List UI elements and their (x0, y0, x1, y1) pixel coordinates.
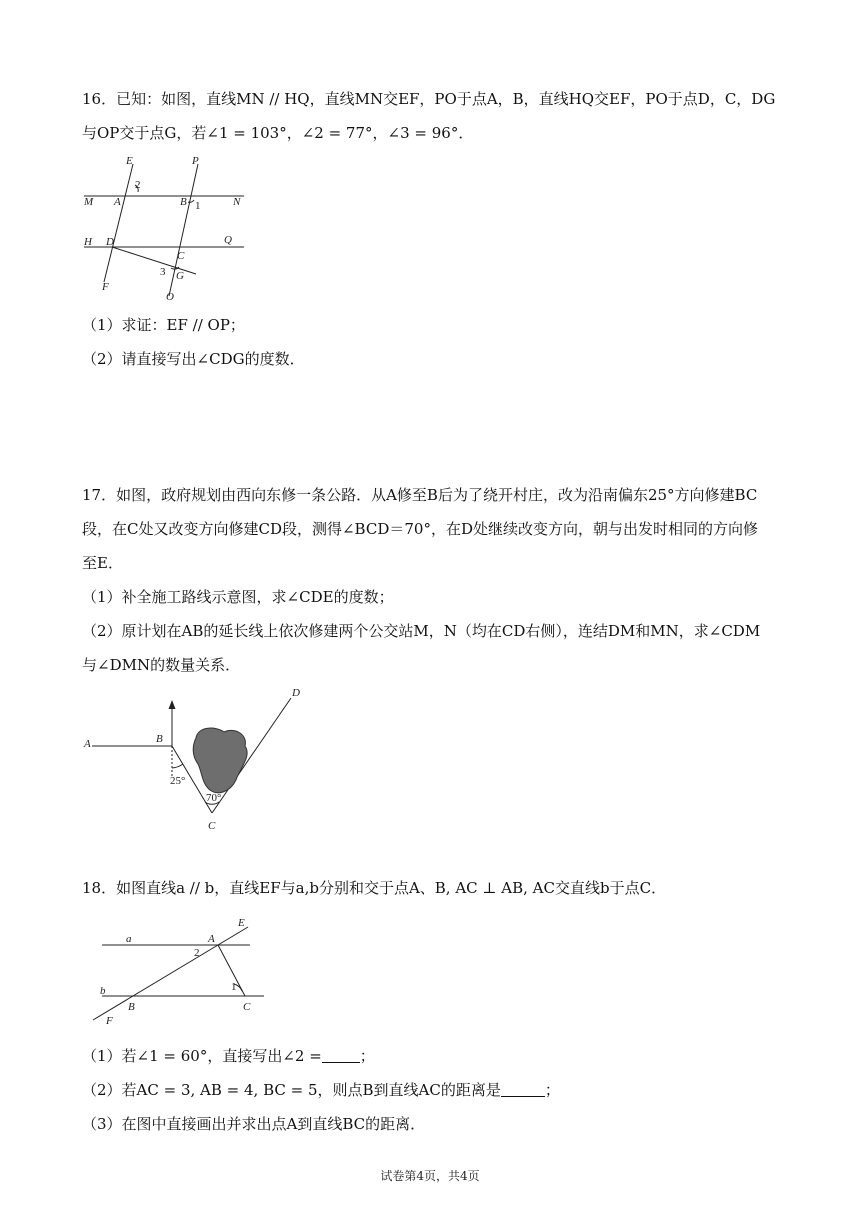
q16-label-G: G (176, 270, 184, 282)
q17-figure (78, 680, 318, 836)
q18-stem: 18．如图直线a // b，直线EF与a,b分别和交于点A、B, AC ⊥ AB, AC交直线b于点C． (82, 879, 667, 897)
q17-sub2: （2）原计划在AB的延长线上依次修建两个公交站M，N（均在CD右侧），连结DM和MN，求∠CDM (82, 622, 761, 640)
q17-angle-25: 25° (170, 775, 186, 787)
q18-label-A: A (208, 933, 215, 945)
q16-angle-1: 1 (195, 200, 201, 212)
q16-label-D: D (106, 236, 114, 248)
answer-blank-2[interactable] (501, 1082, 545, 1097)
q16-sub1: （1）求证：EF // OP； (82, 316, 245, 334)
q17-label-D: D (292, 687, 300, 699)
q16-sub2: （2）请直接写出∠CDG的度数． (82, 350, 305, 368)
q16-label-B: B (180, 196, 187, 208)
q18-figure (88, 912, 288, 1030)
q17-stem-line3: 至E． (82, 554, 123, 572)
q16-label-Q: Q (224, 234, 232, 246)
q18-label-b: b (100, 985, 106, 997)
q16-angle-2: 2 (135, 179, 141, 191)
north-arrow-icon (169, 700, 176, 709)
q16-stem-line2: 与OP交于点G，若∠1 = 103°，∠2 = 77°，∠3 = 96°． (82, 124, 474, 142)
q16-angle-3: 3 (160, 266, 166, 278)
q16-label-H: H (84, 236, 92, 248)
village-shape (193, 728, 247, 793)
q17-label-A: A (84, 738, 91, 750)
q18-label-a: a (126, 933, 132, 945)
q18-sub1-end: ； (359, 1047, 375, 1065)
q16-stem-line1: 16．已知：如图，直线MN // HQ，直线MN交EF，PO于点A，B，直线HQ交EF，PO于点D，C，DG (82, 90, 776, 108)
q18-angle-2: 2 (194, 947, 200, 959)
q18-sub2 (82, 1079, 782, 1101)
q17-sub3: 与∠DMN的数量关系． (82, 656, 241, 674)
q17-label-B: B (156, 733, 163, 745)
q18-label-C: C (243, 1001, 251, 1013)
q18-label-B: B (128, 1001, 135, 1013)
q16-label-O: O (166, 291, 174, 303)
q16-label-C: C (177, 250, 185, 262)
q16-figure (78, 152, 253, 304)
page-footer: 试卷第4页，共4页 (380, 1169, 480, 1183)
q16-label-N: N (233, 196, 241, 208)
q18-label-F: F (106, 1015, 113, 1027)
q18-sub1-text: （1）若∠1 = 60°，直接写出∠2 = (82, 1047, 322, 1065)
q18-sub2-text: （2）若AC = 3, AB = 4, BC = 5，则点B到直线AC的距离是 (82, 1081, 501, 1099)
q17-label-C: C (208, 820, 216, 832)
q18-sub1 (82, 1045, 782, 1067)
q16-label-P: P (192, 155, 199, 167)
q17-angle-70: 70° (206, 792, 222, 804)
answer-blank-1[interactable] (322, 1048, 360, 1063)
q17-stem-line2: 段，在C处又改变方向修建CD段，测得∠BCD＝70°，在D处继续改变方向，朝与出发时相同的方向修 (82, 520, 758, 538)
q18-label-E: E (238, 917, 245, 929)
q18-sub2-end: ； (544, 1081, 560, 1099)
q16-label-F: F (102, 281, 109, 293)
q16-label-M: M (84, 196, 94, 208)
q18-sub3: （3）在图中直接画出并求出点A到直线BC的距离． (82, 1115, 426, 1133)
q17-stem-line1: 17．如图，政府规划由西向东修一条公路．从A修至B后为了绕开村庄，改为沿南偏东25°方向修建BC (82, 486, 758, 504)
q18-angle-1: 1 (231, 981, 237, 993)
q16-label-E: E (126, 155, 133, 167)
q16-label-A: A (114, 196, 121, 208)
q17-sub1: （1）补全施工路线示意图，求∠CDE的度数； (82, 588, 394, 606)
